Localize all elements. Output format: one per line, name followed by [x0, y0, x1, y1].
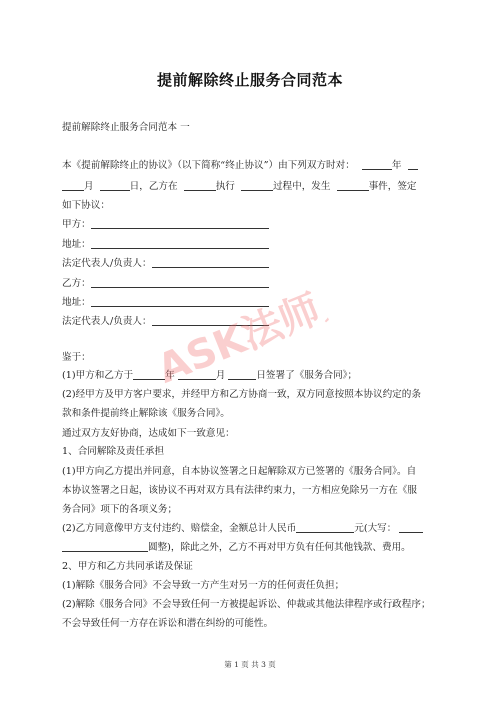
blank: [133, 369, 165, 380]
page-footer: 第 1 页 共 3 页: [224, 660, 276, 669]
section-2-1: (1)解除《服务合同》不会导致一方产生对另一方的任何责任负担；: [62, 580, 345, 591]
intro-line-1: [62, 159, 418, 172]
section-1-1-line-3: 务合同》项下的各项义务；: [62, 504, 178, 515]
blank: [228, 369, 256, 380]
whereas-2-line-2: 款和条件提前终止解除该《服务合同》。: [62, 408, 230, 419]
address-a-blank: [91, 238, 269, 249]
address-b-field: [62, 296, 269, 309]
amount-blank: [296, 522, 354, 533]
intro-event: 事件，签定: [368, 181, 417, 192]
party-a-field: [62, 218, 269, 231]
legal-rep-a-field: [62, 257, 269, 270]
whereas-1-month: 月: [215, 370, 226, 381]
legal-rep-b-field: [62, 315, 269, 328]
amount-words-blank-2: [62, 541, 148, 552]
whereas-1: [62, 369, 357, 382]
blank-year: [362, 159, 392, 170]
section-1-1-line-1: (1)甲方向乙方提出并同意，自本协议签署之日起解除双方已签署的《服务合同》。自: [62, 466, 417, 477]
intro-line-3: 如下协议：: [62, 200, 110, 211]
blank-process: [241, 180, 273, 191]
party-a-label: 甲方：: [62, 219, 91, 230]
section-2-2-line-1: (2)解除《服务合同》不会导致任何一方被提起诉讼、仲裁或其他法律程序或行政程序；: [62, 599, 431, 610]
legal-rep-a-label: 法定代表人/负责人：: [62, 258, 152, 269]
section-1-title: 1、合同解除及责任承担: [62, 446, 165, 457]
address-b-label: 地址：: [62, 297, 91, 308]
legal-rep-b-blank: [152, 315, 269, 326]
party-a-blank: [91, 218, 269, 229]
whereas-2-line-1: (2)经甲方及甲方客户要求，并经甲方和乙方协商一致，双方同意按照本协议约定的条: [62, 389, 421, 400]
agreement-intro: 通过双方友好协商，达成如下一致意见：: [62, 428, 235, 439]
blank-event: [337, 180, 369, 191]
section-2-2-line-2: 不会导致任何一方存在诉讼和潜在纠纷的可能性。: [62, 618, 274, 629]
address-b-blank: [91, 296, 269, 307]
party-b-blank: [91, 277, 269, 288]
intro-year: 年: [391, 160, 402, 171]
intro-day: 日，乙方在: [129, 181, 178, 192]
section-1-2-text-c: 圆整)，除此之外，乙方不再对甲方负有任何其他钱款、费用。: [148, 542, 411, 553]
whereas-1-text: (1)甲方和乙方于: [62, 370, 134, 381]
section-1-2-text-b: 元(大写：: [354, 523, 397, 534]
section-1-2-line-1: [62, 522, 423, 535]
svg-text:ASK法师兄: ASK法师兄: [151, 271, 339, 393]
whereas-1-day: 日签署了《服务合同》；: [256, 370, 358, 381]
whereas-heading: 鉴于：: [62, 352, 91, 363]
party-b-field: [62, 277, 269, 290]
party-b-label: 乙方：: [62, 278, 91, 289]
section-2-title: 2、甲方和乙方共同承诺及保证: [62, 561, 193, 572]
blank-exec: [184, 180, 216, 191]
intro-month: 月: [84, 181, 94, 192]
legal-rep-b-label: 法定代表人/负责人：: [62, 316, 152, 327]
address-a-label: 地址：: [62, 239, 91, 250]
section-1-2-line-2: [62, 541, 411, 554]
legal-rep-a-blank: [152, 257, 269, 268]
blank: [408, 159, 418, 170]
intro-text-a: 本《提前解除终止的协议》（以下简称“终止协议”）由下列双方: [62, 160, 327, 171]
address-a-field: [62, 238, 269, 251]
document-title: 提前解除终止服务合同范本: [156, 71, 343, 89]
intro-text-b: 时对：: [326, 160, 355, 171]
blank: [178, 369, 216, 380]
amount-words-blank: [399, 522, 423, 533]
intro-process: 过程中，发生: [272, 181, 331, 192]
section-1-1-line-2: 本协议签署之日起，该协议不再对双方具有法律约束力，一方相应免除另一方在《服: [62, 485, 417, 496]
section-1-2-text-a: (2)乙方同意像甲方支付违约、赔偿金，金额总计人民币: [62, 523, 297, 534]
intro-line-2: [62, 180, 417, 193]
whereas-1-year: 年: [165, 370, 175, 381]
blank-day: [100, 180, 130, 191]
document-subtitle: 提前解除终止服务合同范本 一: [62, 122, 190, 133]
blank: [62, 180, 84, 191]
intro-exec: 执行: [215, 181, 235, 192]
